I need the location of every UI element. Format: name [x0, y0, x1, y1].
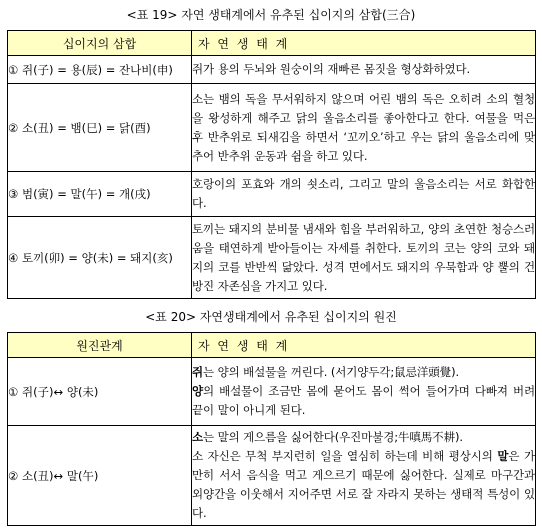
row-text: 토끼는 돼지의 분비물 냄새와 힘을 부러워하고, 양의 초연한 청승스러움을 태연하게 받아들이는 자세를 취한다. 토끼의 코는 양의 코와 돼지의 코를 반반씩 닮았다. 성격 면에서도 돼지의 우묵함과 양 뿔의 건방진 자존심을 가지고 있다. — [192, 217, 536, 299]
row-text: 쥐는 양의 배설물을 꺼린다. (서기양두각;鼠忌洋頭覺). 양의 배설물이 조금만 몸에 묻어도 몸이 썩어 들어가며 다빠져 버려 끝이 말이 아니게 된다. — [192, 358, 536, 426]
row-label: ② 소(丑)↔ 말(午) — [8, 426, 192, 526]
row-text: 호랑이의 포효와 개의 쇳소리, 그리고 말의 울음소리는 서로 화합한다. — [192, 172, 536, 217]
emphasis-rat: 쥐 — [192, 365, 204, 379]
row-text: 소는 말의 게으름을 싫어한다(우진마불경;牛嗔馬不耕). 소 자신은 무척 부지런히 일을 열심히 하는데 비해 평상시의 말은 가만히 서서 음식을 먹고 게으르기 때문에 싫어한다. 실제로 마구간과 외양간을 이웃해서 지어주면 서로 잘 자라지 못하는 생태적 특성이 있다. — [192, 426, 536, 526]
row-label: ② 소(丑) = 뱀(巳) = 닭(酉) — [8, 84, 192, 172]
table-row — [8, 56, 536, 84]
table-row — [8, 172, 536, 217]
table-header-row — [8, 333, 536, 358]
row-label: ④ 토끼(卯) = 양(未) = 돼지(亥) — [8, 217, 192, 299]
row-label: ① 쥐(子) = 용(辰) = 잔나비(申) — [8, 56, 192, 84]
column-header-ecosystem: 자 연 생 태 계 — [192, 31, 536, 56]
table-19-caption: <표 19> 자연 생태계에서 유추된 십이지의 삼합(三合) — [126, 8, 416, 22]
table-row — [8, 426, 536, 526]
column-header-wonjin: 원진관계 — [8, 333, 192, 358]
table-header-row — [8, 31, 536, 56]
table-19 — [7, 30, 536, 299]
row-text: 쥐가 용의 두뇌와 원숭이의 재빠른 몸짓을 형상화하였다. — [192, 56, 536, 84]
table-row — [8, 84, 536, 172]
column-header-samhap: 십이지의 삼합 — [8, 31, 192, 56]
emphasis-horse: 말 — [497, 449, 509, 463]
row-text: 소는 뱀의 독을 무서워하지 않으며 어린 뱀의 독은 오히려 소의 혈청을 왕성하게 해주고 닭의 울음소리를 좋아한다고 한다. 여물을 먹은 후 반추위로 되새김을 하면서 ‘꼬끼오’하고 우는 닭의 울음소리에 맞추어 반추위 운동과 쉼을 하고 있다. — [192, 84, 536, 172]
table-row — [8, 358, 536, 426]
emphasis-ox: 소 — [192, 430, 204, 444]
emphasis-sheep: 양 — [192, 384, 204, 398]
table-20-caption: <표 20> 자연생태계에서 유추된 십이지의 원진 — [145, 310, 397, 324]
row-label: ③ 범(寅) = 말(午) = 개(戌) — [8, 172, 192, 217]
column-header-ecosystem: 자 연 생 태 계 — [192, 333, 536, 358]
row-label: ① 쥐(子)↔ 양(未) — [8, 358, 192, 426]
table-row — [8, 217, 536, 299]
table-20 — [7, 332, 536, 526]
